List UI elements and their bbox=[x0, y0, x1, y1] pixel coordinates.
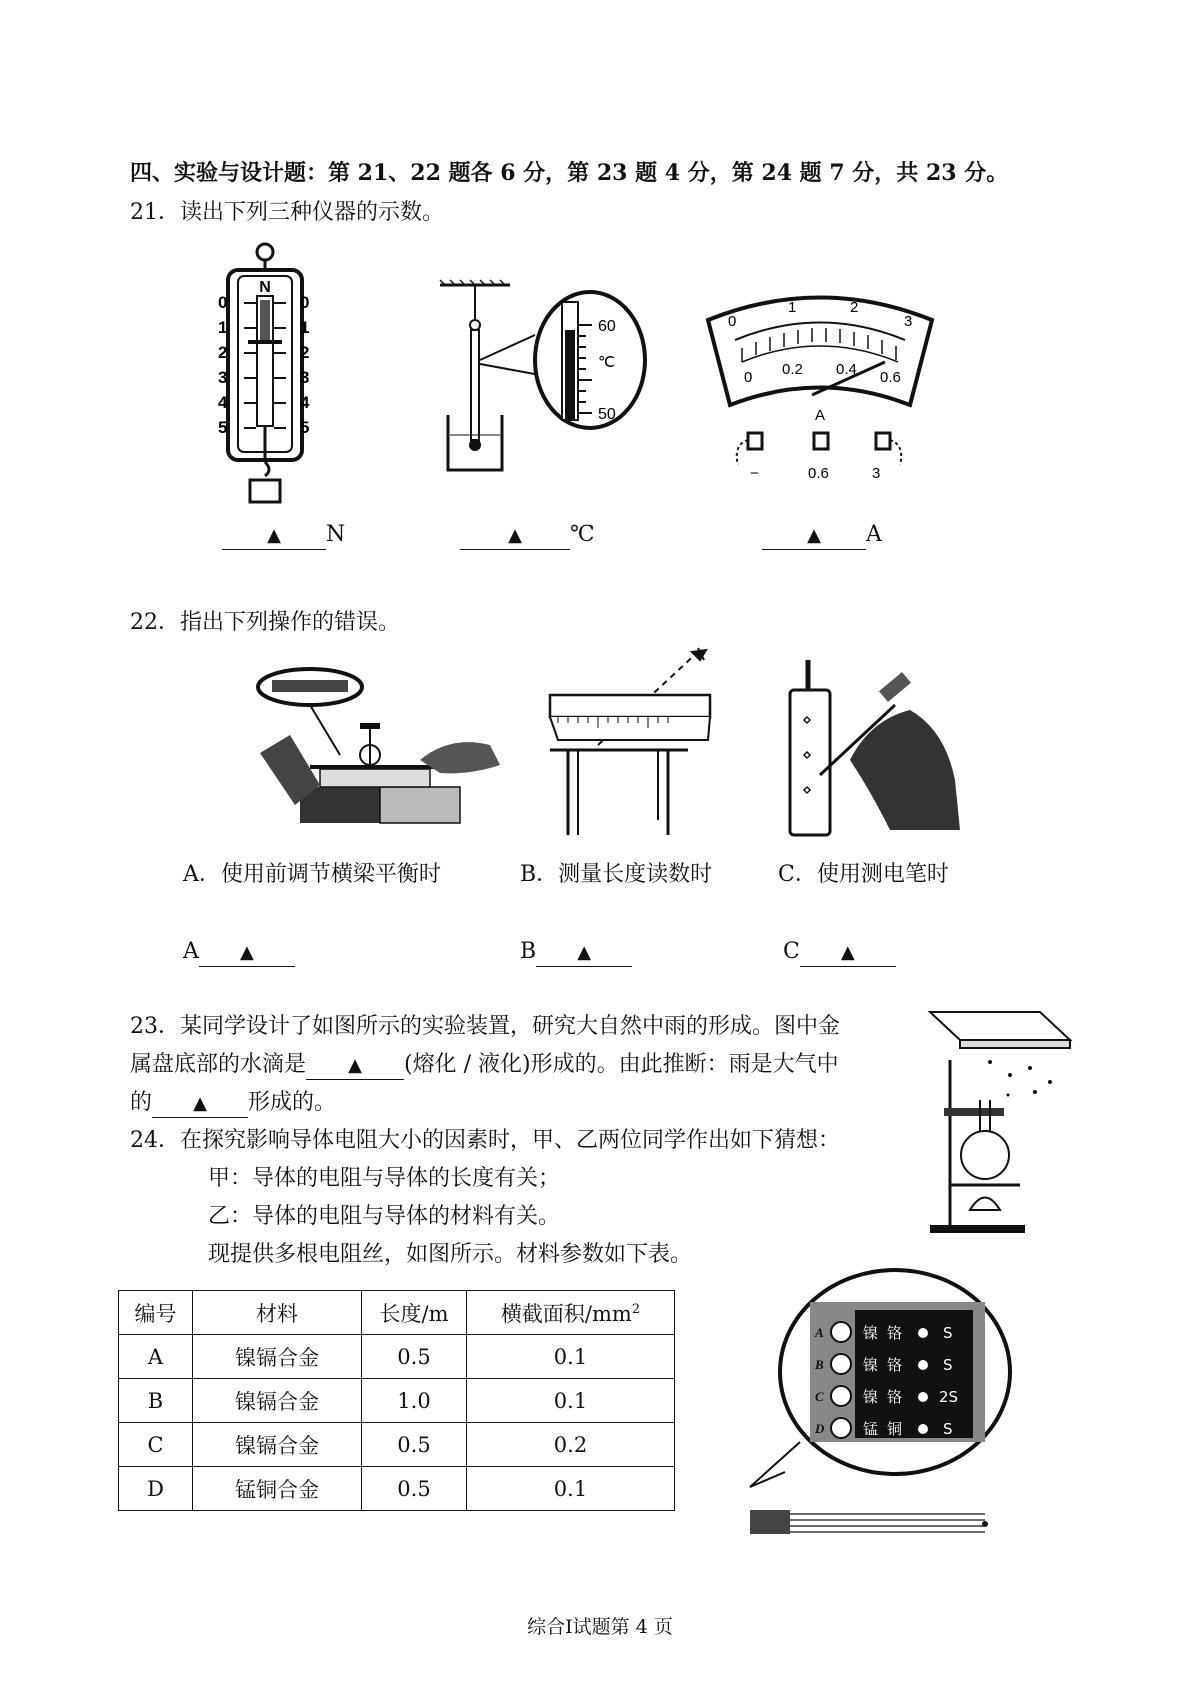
answer-blank[interactable] bbox=[199, 939, 295, 967]
q24-stem: 24．在探究影响导体电阻大小的因素时，甲、乙两位同学作出如下猜想： bbox=[130, 1128, 840, 1153]
answer-prefix: A bbox=[183, 939, 199, 964]
board-char: 铜 bbox=[887, 1420, 903, 1438]
svg-text:⋄: ⋄ bbox=[802, 780, 813, 799]
answer-blank[interactable] bbox=[762, 522, 866, 550]
spring-scale-left-tick: 0 bbox=[218, 293, 228, 312]
board-char: 镍 bbox=[863, 1388, 879, 1406]
q21-stem: 21．读出下列三种仪器的示数。 bbox=[130, 200, 444, 225]
board-char: 镍 bbox=[863, 1324, 879, 1342]
spring-scale-left-tick: 5 bbox=[218, 418, 228, 437]
answer-unit: N bbox=[326, 522, 346, 547]
q24-hypothesis-b: 乙：导体的电阻与导体的材料有关。 bbox=[208, 1204, 561, 1229]
materials-table bbox=[118, 1290, 675, 1511]
spring-scale-n-label: N bbox=[259, 279, 271, 296]
table-cell: 0.2 bbox=[467, 1423, 675, 1467]
spring-scale-right-tick: 5 bbox=[300, 418, 310, 437]
q23-text: 的 bbox=[130, 1090, 153, 1115]
answer-blank[interactable] bbox=[460, 522, 570, 550]
answer-blank[interactable] bbox=[306, 1052, 404, 1080]
ammeter-bottom-scale: 0 bbox=[744, 369, 753, 386]
ammeter-terminal: 0.6 bbox=[808, 465, 829, 482]
ammeter-terminal: − bbox=[750, 465, 759, 482]
q23-text: 属盘底部的水滴是 bbox=[130, 1052, 307, 1077]
table-header: 编号 bbox=[119, 1291, 193, 1335]
q24-hypothesis-a: 甲：导体的电阻与导体的长度有关； bbox=[208, 1166, 561, 1191]
q23-line-2 bbox=[130, 1048, 839, 1082]
svg-text:⋄: ⋄ bbox=[802, 745, 813, 764]
q23-text: (熔化 / 液化)形成的。由此推断：雨是大气中 bbox=[404, 1052, 839, 1077]
table-header-row bbox=[119, 1291, 675, 1335]
board-label: D bbox=[815, 1421, 825, 1436]
table-cell: 0.5 bbox=[362, 1423, 467, 1467]
board-char: 镍 bbox=[863, 1356, 879, 1374]
thermometer-mark: 50 bbox=[598, 406, 616, 423]
table-header-text: 横截面积/mm bbox=[500, 1301, 632, 1326]
q22-answer-c[interactable] bbox=[783, 935, 896, 969]
table-row bbox=[119, 1423, 675, 1467]
ammeter-bottom-scale: 0.2 bbox=[782, 361, 803, 378]
q22-caption-c: C．使用测电笔时 bbox=[778, 862, 949, 887]
ammeter-terminal: 3 bbox=[872, 465, 881, 482]
board-char: 铬 bbox=[887, 1324, 903, 1342]
table-cell: 0.1 bbox=[467, 1379, 675, 1423]
ammeter-unit: A bbox=[814, 407, 826, 424]
page-footer: 综合Ⅰ试题第 4 页 bbox=[527, 1616, 673, 1638]
table-cell: 0.1 bbox=[467, 1335, 675, 1379]
thermometer-figure bbox=[440, 280, 660, 500]
table-cell: D bbox=[119, 1467, 193, 1511]
table-cell: B bbox=[119, 1379, 193, 1423]
answer-blank[interactable] bbox=[222, 522, 326, 550]
board-label: A bbox=[815, 1325, 824, 1340]
q21-answer-2[interactable] bbox=[460, 518, 595, 552]
board-char: 铬 bbox=[887, 1388, 903, 1406]
ammeter-top-scale: 1 bbox=[788, 299, 797, 316]
table-cell: 镍镉合金 bbox=[193, 1423, 362, 1467]
ammeter-top-scale: 3 bbox=[904, 313, 913, 330]
spring-scale-right-tick: 4 bbox=[300, 393, 310, 412]
triangle-marker-icon: ▲ bbox=[807, 525, 821, 546]
table-cell: 锰铜合金 bbox=[193, 1467, 362, 1511]
board-char: 锰 bbox=[863, 1420, 879, 1438]
answer-prefix: B bbox=[520, 939, 537, 964]
table-cell: 镍镉合金 bbox=[193, 1335, 362, 1379]
answer-blank[interactable] bbox=[152, 1090, 248, 1118]
balance-figure bbox=[250, 665, 510, 825]
q22-answer-b[interactable] bbox=[520, 935, 632, 969]
triangle-marker-icon: ▲ bbox=[840, 942, 855, 963]
triangle-marker-icon: ▲ bbox=[267, 525, 281, 546]
table-cell: 0.5 bbox=[362, 1467, 467, 1511]
spring-scale-right-tick: 3 bbox=[300, 368, 310, 387]
svg-text:⋄: ⋄ bbox=[802, 710, 813, 729]
board-char: S bbox=[943, 1324, 953, 1342]
board-char: 铬 bbox=[887, 1356, 903, 1374]
ammeter-top-scale: 0 bbox=[728, 313, 737, 330]
board-char: 2S bbox=[939, 1388, 959, 1406]
table-row bbox=[119, 1467, 675, 1511]
ammeter-bottom-scale: 0.6 bbox=[880, 369, 901, 386]
q23-line-1: 23．某同学设计了如图所示的实验装置，研究大自然中雨的形成。图中金 bbox=[130, 1014, 840, 1039]
answer-blank[interactable] bbox=[536, 939, 632, 967]
q22-stem: 22．指出下列操作的错误。 bbox=[130, 610, 400, 635]
resistance-board-figure bbox=[745, 1262, 1015, 1552]
table-header: 长度/m bbox=[362, 1291, 467, 1335]
answer-prefix: C bbox=[783, 939, 800, 964]
ammeter-figure bbox=[700, 300, 940, 490]
table-cell: 镍镉合金 bbox=[193, 1379, 362, 1423]
q23-line-3 bbox=[130, 1086, 336, 1120]
table-cell: 0.5 bbox=[362, 1335, 467, 1379]
q23-text: 形成的。 bbox=[248, 1090, 337, 1115]
ammeter-top-scale: 2 bbox=[850, 299, 859, 316]
q21-answer-1[interactable] bbox=[222, 518, 345, 552]
q22-caption-a: A．使用前调节横梁平衡时 bbox=[183, 862, 441, 887]
table-cell: A bbox=[119, 1335, 193, 1379]
spring-scale-left-tick: 1 bbox=[218, 318, 228, 337]
board-label: B bbox=[815, 1357, 824, 1372]
q22-answer-a[interactable] bbox=[183, 935, 295, 969]
triangle-marker-icon: ▲ bbox=[348, 1055, 362, 1076]
table-header: 材料 bbox=[193, 1291, 362, 1335]
spring-scale-left-tick: 4 bbox=[218, 393, 228, 412]
triangle-marker-icon: ▲ bbox=[239, 942, 254, 963]
spring-scale-right-tick: 2 bbox=[300, 343, 310, 362]
thermometer-mark: 60 bbox=[598, 318, 616, 335]
answer-unit: A bbox=[866, 522, 882, 547]
answer-blank[interactable] bbox=[800, 939, 896, 967]
triangle-marker-icon: ▲ bbox=[193, 1093, 207, 1114]
table-header bbox=[467, 1291, 675, 1335]
spring-scale-left-tick: 3 bbox=[218, 368, 228, 387]
board-char: S bbox=[943, 1420, 953, 1438]
triangle-marker-icon: ▲ bbox=[508, 525, 522, 546]
thermometer-mark: ℃ bbox=[598, 354, 615, 371]
table-cell: 0.1 bbox=[467, 1467, 675, 1511]
q22-caption-b: B．测量长度读数时 bbox=[520, 862, 713, 887]
table-header-superscript: 2 bbox=[631, 1301, 641, 1317]
rain-apparatus-figure bbox=[930, 1000, 1090, 1240]
table-cell: 1.0 bbox=[362, 1379, 467, 1423]
answer-unit: ℃ bbox=[570, 522, 595, 547]
table-row bbox=[119, 1379, 675, 1423]
spring-scale-right-tick: 1 bbox=[300, 318, 310, 337]
triangle-marker-icon: ▲ bbox=[577, 942, 592, 963]
board-char: S bbox=[943, 1356, 953, 1374]
q21-answer-3[interactable] bbox=[762, 518, 882, 552]
test-pen-figure bbox=[780, 660, 970, 840]
table-cell: C bbox=[119, 1423, 193, 1467]
ruler-figure bbox=[548, 650, 718, 840]
board-label: C bbox=[815, 1389, 824, 1404]
section-heading: 四、实验与设计题：第 21、22 题各 6 分，第 23 题 4 分，第 24 题 7 分，共 23 分。 bbox=[130, 160, 1009, 186]
ammeter-bottom-scale: 0.4 bbox=[836, 361, 857, 378]
spring-scale-figure bbox=[210, 240, 320, 510]
spring-scale-right-tick: 0 bbox=[300, 293, 310, 312]
table-row bbox=[119, 1335, 675, 1379]
q24-note: 现提供多根电阻丝，如图所示。材料参数如下表。 bbox=[208, 1242, 693, 1267]
spring-scale-left-tick: 2 bbox=[218, 343, 228, 362]
